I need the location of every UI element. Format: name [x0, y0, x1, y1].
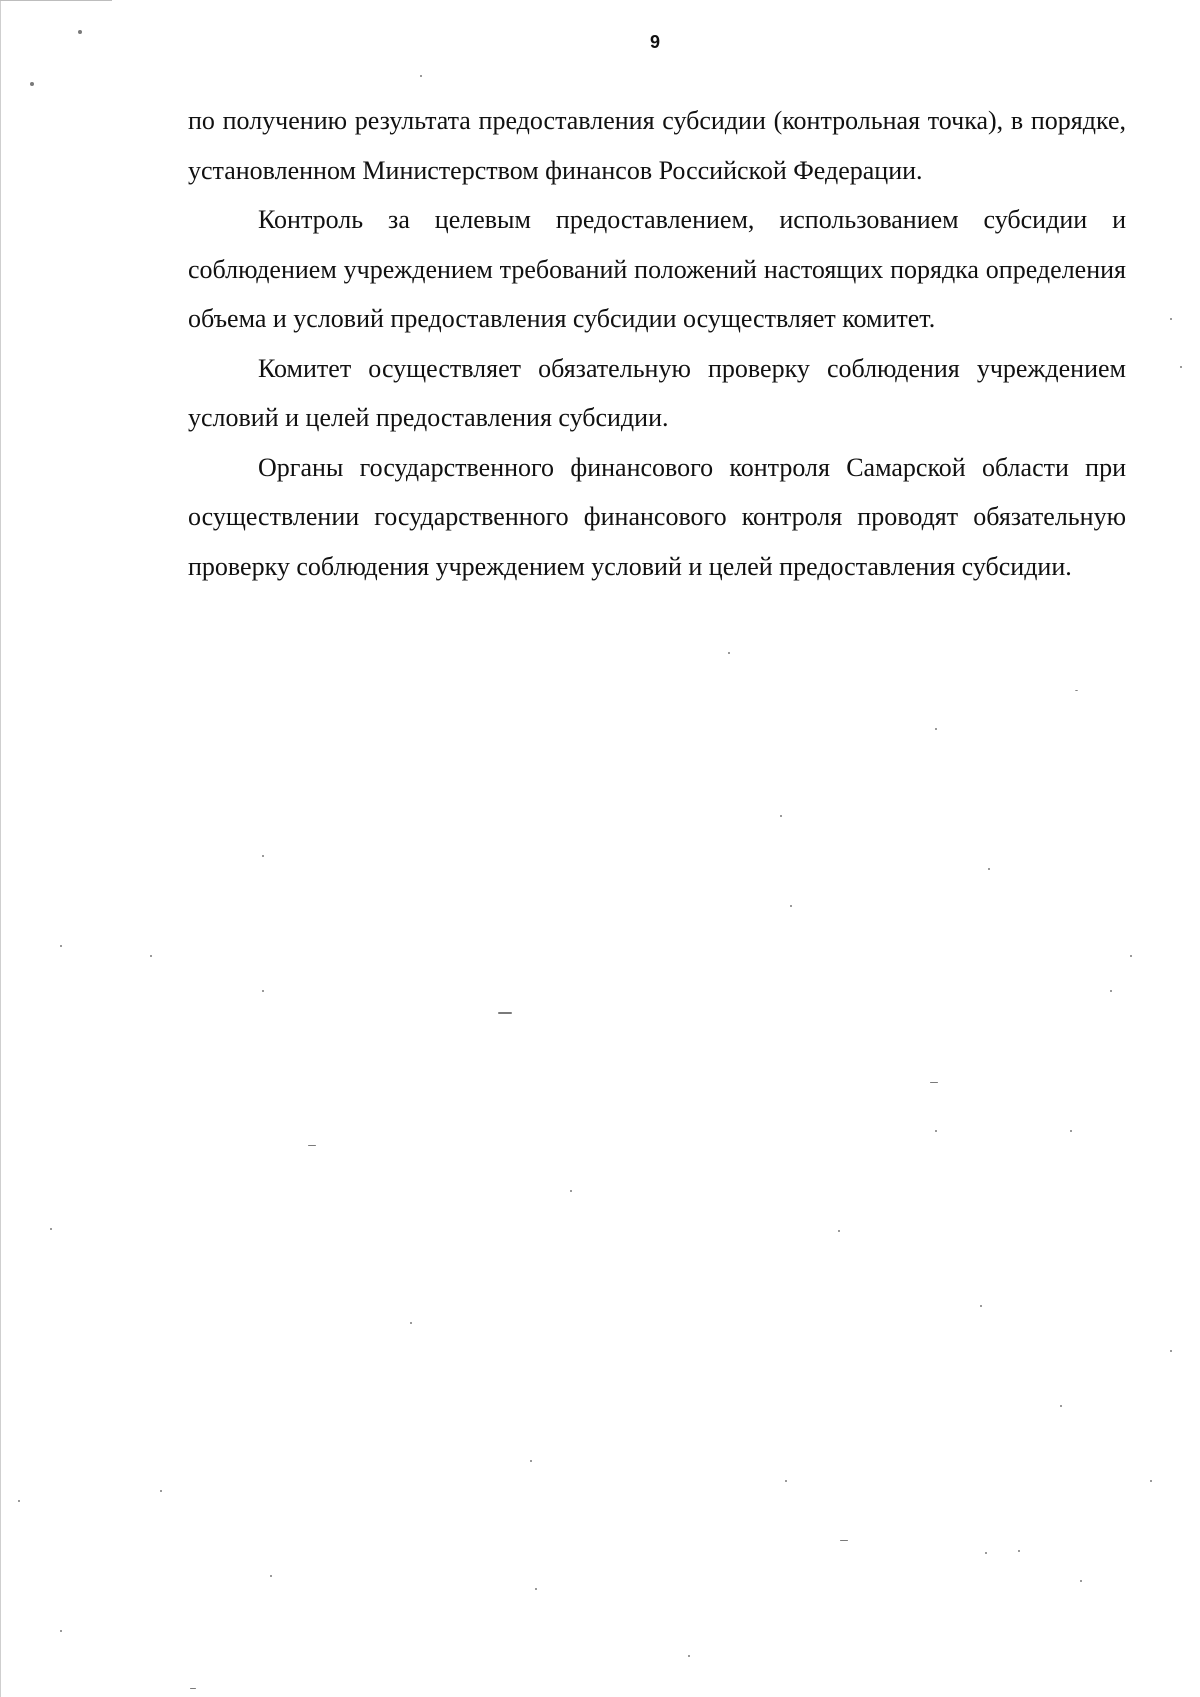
scan-speck [420, 75, 422, 77]
scan-speck [1060, 1405, 1062, 1407]
scan-top-line [0, 0, 112, 1]
paragraph-3: Комитет осуществляет обязательную проверку соблюдения учреждением условий и целей предоставления субсидии. [188, 353, 1126, 432]
scan-speck [1110, 990, 1112, 992]
scan-speck [1170, 318, 1172, 320]
scan-speck [50, 1228, 52, 1230]
scan-speck [985, 1552, 987, 1554]
scan-speck [785, 1480, 787, 1482]
scan-speck [262, 855, 264, 857]
scan-speck [190, 1688, 196, 1689]
scan-speck [1080, 1580, 1082, 1582]
scan-speck [18, 1500, 20, 1502]
scan-speck [935, 728, 937, 730]
scan-speck [688, 1655, 690, 1657]
scan-speck [935, 1130, 937, 1132]
scan-speck [1150, 1480, 1152, 1482]
scan-speck [1070, 1130, 1072, 1132]
scan-speck [60, 1630, 62, 1632]
scan-speck [498, 1012, 512, 1014]
page-number: 9 [649, 32, 660, 52]
scan-speck [535, 1588, 537, 1590]
scan-speck [780, 815, 782, 817]
scan-edge-line [0, 0, 1, 1697]
scan-speck [262, 990, 264, 992]
scan-speck [60, 945, 62, 947]
paragraph-2: Контроль за целевым предоставлением, использованием субсидии и соблюдением учреждением требований положений настоящих порядка определения объема и условий предоставления субсидии осуществляет комитет. [188, 205, 1126, 333]
scan-speck [1180, 366, 1182, 368]
scan-speck [1018, 1550, 1020, 1552]
paragraph-1: по получению результата предоставления субсидии (контрольная точка), в порядке, установленном Министерством финансов Российской Федерации. [188, 106, 1126, 185]
scan-speck [530, 1460, 532, 1462]
scan-speck [840, 1540, 848, 1541]
scan-speck [410, 1322, 412, 1324]
scan-speck [838, 1230, 840, 1232]
scan-speck [78, 30, 82, 34]
paragraph-4: Органы государственного финансового контроля Самарской области при осуществлении государственного финансового контроля проводят обязательную проверку соблюдения учреждением условий и целей предоставления субсидии. [188, 452, 1126, 581]
scan-speck [30, 82, 34, 86]
scan-speck [150, 955, 152, 957]
scan-speck [570, 1190, 572, 1192]
scan-speck [728, 652, 730, 654]
scan-speck [988, 868, 990, 870]
scan-speck [930, 1082, 938, 1083]
scan-speck [980, 1305, 982, 1307]
scan-speck [160, 1490, 162, 1492]
scan-speck [1130, 955, 1132, 957]
document-body [188, 96, 1126, 591]
scan-speck [1170, 1350, 1172, 1352]
scan-speck [790, 905, 792, 907]
scan-speck [270, 1575, 272, 1577]
scan-speck [1075, 690, 1078, 691]
scan-speck [308, 1145, 316, 1146]
